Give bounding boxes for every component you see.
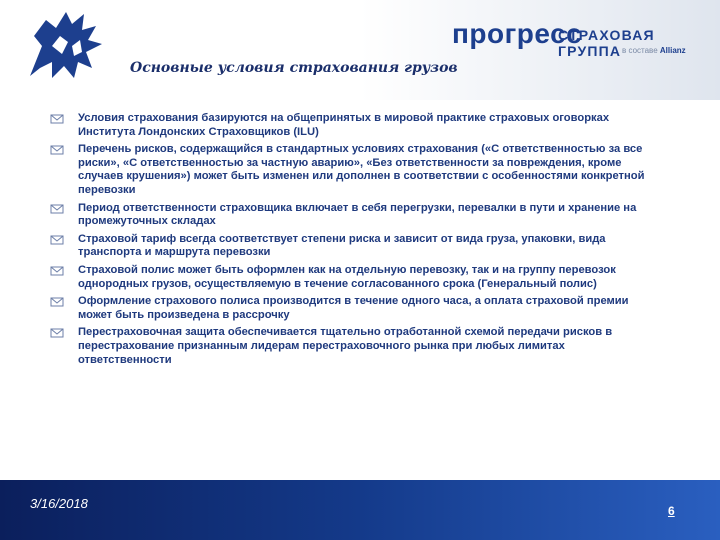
envelope-bullet-icon — [50, 233, 64, 247]
envelope-bullet-icon — [50, 264, 64, 278]
griffin-icon — [22, 6, 112, 84]
footer-date: 3/16/2018 — [30, 496, 88, 511]
bullet-list — [50, 112, 660, 371]
brand-member-prefix: в составе — [622, 46, 658, 55]
page-number[interactable]: 6 — [668, 504, 675, 518]
bullet-text: Перестраховочная защита обеспечивается тщательно отработанной схемой передачи рисков в перестрахование признанным лидерам перестраховочного рынка при любых лимитах ответственности — [78, 326, 613, 366]
bullet-text: Страховой полис может быть оформлен как на отдельную перевозку, так и на группу перевозок однородных грузов, осуществляемую в течение согласованного срока (Генеральный полис) — [78, 263, 616, 290]
bullet-item — [50, 326, 660, 367]
bullet-text: Страховой тариф всегда соответствует степени риска и зависит от вида груза, упаковки, вида транспорта и маршрута перевозки — [78, 232, 606, 259]
bullet-text: Оформление страхового полиса производится в течение одного часа, а оплата страховой премии может быть произведена в рассрочку — [78, 295, 629, 321]
envelope-bullet-icon — [50, 112, 64, 126]
envelope-bullet-icon — [50, 326, 64, 340]
bullet-text: Условия страхования базируются на общепринятых в мировой практике страховых оговорках Института Лондонских Страховщиков (ILU) — [78, 112, 610, 138]
brand-group: СТРАХОВАЯ ГРУППА — [558, 27, 655, 59]
envelope-bullet-icon — [50, 202, 64, 216]
bullet-item — [50, 143, 660, 197]
brand-logo — [452, 18, 714, 58]
bullet-item — [50, 295, 660, 322]
slide-title: Основные условия страхования грузов — [130, 60, 458, 76]
brand-member-name: Allianz — [659, 46, 686, 55]
brand-name: прогресс — [452, 18, 583, 49]
bullet-item — [50, 202, 660, 229]
bullet-item — [50, 112, 660, 139]
brand-member — [622, 46, 686, 55]
footer-bar — [0, 480, 720, 540]
bullet-item — [50, 233, 660, 260]
bullet-item — [50, 264, 660, 291]
envelope-bullet-icon — [50, 295, 64, 309]
envelope-bullet-icon — [50, 143, 64, 157]
bullet-text: Период ответственности страховщика включает в себя перегрузки, перевалки в пути и хранение на промежуточных складах — [78, 201, 637, 228]
bullet-text: Перечень рисков, содержащийся в стандартных условиях страхования («С ответственностью за все риски», «С ответственностью за частную аварию», «Без ответственности за повреждения, кроме случаев крушения») может быть изменен или дополнен в соответствии с особенностями конкретной перевозки — [78, 143, 645, 196]
